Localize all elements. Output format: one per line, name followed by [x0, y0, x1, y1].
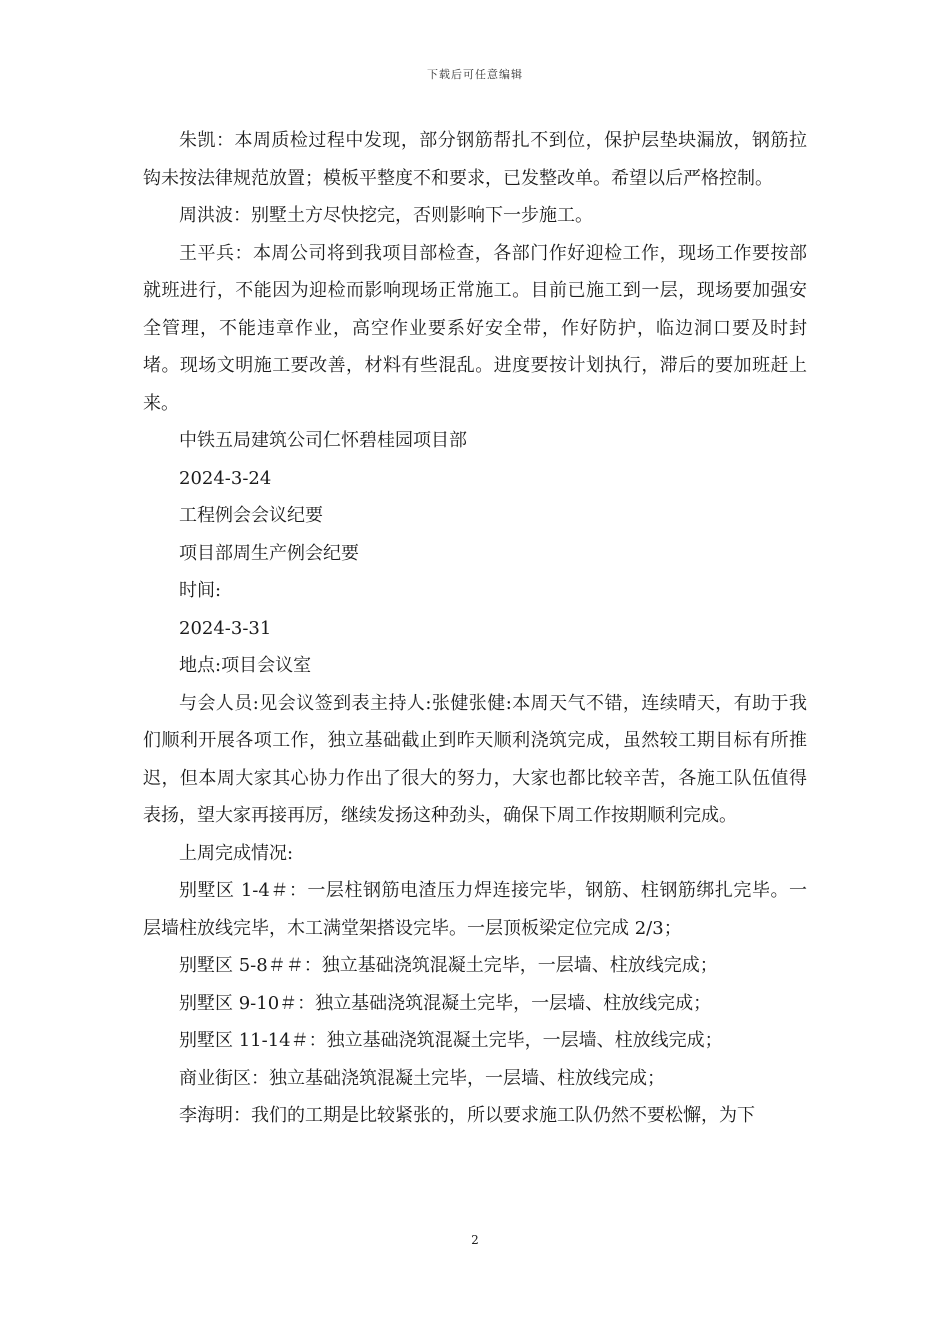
paragraph-last-week-heading: 上周完成情况:: [179, 842, 294, 864]
paragraph-time-label: 时间:: [179, 580, 222, 601]
paragraph-zhou-hongbo: 周洪波：别墅土方尽快挖完，否则影响下一步施工。: [179, 205, 593, 226]
paragraph-villa-11-14: 别墅区 11-14＃：独立基础浇筑混凝土完毕，一层墙、柱放线完成；: [179, 1030, 723, 1051]
paragraph-subtitle: 项目部周生产例会纪要: [179, 542, 359, 564]
paragraph-villa-1-4: 别墅区 1-4＃：一层柱钢筋电渣压力焊连接完毕，钢筋、柱钢筋绑扎完毕。一层墙柱放线完毕，木工满堂架搭设完毕。一层顶板梁定位完成 2/3；: [143, 880, 807, 939]
document-body: [143, 122, 807, 1135]
paragraph-zhu-kai: 朱凯：本周质检过程中发现，部分钢筋帮扎不到位，保护层垫块漏放，钢筋拉钩未按法律规范放置；模板平整度不和要求，已发整改单。希望以后严格控制。: [143, 130, 807, 189]
paragraph-commercial-street: 商业街区：独立基础浇筑混凝土完毕，一层墙、柱放线完成；: [179, 1067, 665, 1089]
paragraph-title: 工程例会会议纪要: [179, 505, 323, 526]
paragraph-organization: 中铁五局建筑公司仁怀碧桂园项目部: [179, 430, 467, 451]
paragraph-location: 地点:项目会议室: [179, 655, 312, 676]
page-header: 下载后可任意编辑: [427, 68, 523, 81]
paragraph-date-2: 2024-3-31: [179, 617, 272, 639]
paragraph-villa-5-8: 别墅区 5-8＃＃：独立基础浇筑混凝土完毕，一层墙、柱放线完成；: [179, 955, 718, 976]
page-number: 2: [471, 1233, 479, 1247]
paragraph-wang-pingbing: 王平兵：本周公司将到我项目部检查，各部门作好迎检工作，现场工作要按部就班进行，不能因为迎检而影响现场正常施工。目前已施工到一层，现场要加强安全管理，不能违章作业，高空作业要系好安全带，作好防护，临边洞口要及时封堵。现场文明施工要改善，材料有些混乱。进度要按计划执行，滞后的要加班赶上来。: [143, 242, 807, 414]
paragraph-date-1: 2024-3-24: [179, 467, 272, 489]
paragraph-attendees: 与会人员:见会议签到表主持人:张健张健:本周天气不错，连续晴天，有助于我们顺利开展各项工作，独立基础截止到昨天顺利浇筑完成，虽然较工期目标有所推迟，但本周大家其心协力作出了很大的努力，大家也都比较辛苦，各施工队伍值得表扬，望大家再接再厉，继续发扬这种劲头，确保下周工作按期顺利完成。: [143, 692, 807, 826]
paragraph-villa-9-10: 别墅区 9-10＃：独立基础浇筑混凝土完毕，一层墙、柱放线完成；: [179, 992, 712, 1014]
paragraph-li-haiming: 李海明：我们的工期是比较紧张的，所以要求施工队仍然不要松懈，为下: [179, 1105, 755, 1126]
